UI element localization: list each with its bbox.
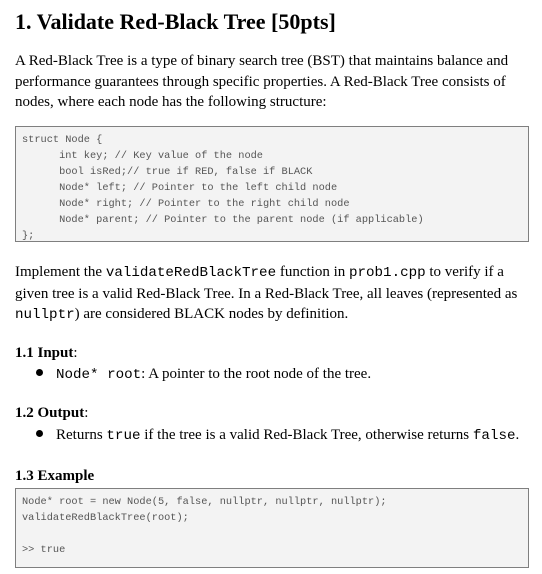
intro-paragraph: A Red-Black Tree is a type of binary search tree (BST) that maintains balance and performance guarantees through specific properties. A Red-Black Tree consists of nodes, where each node has the following structure:: [15, 53, 509, 110]
input-heading: 1.1 Input:: [15, 345, 78, 361]
code-line: Node* right; // Pointer to the right child node: [22, 198, 350, 210]
output-heading: 1.2 Output:: [15, 405, 89, 421]
param-code: Node* root: [56, 367, 142, 383]
false-keyword: false: [472, 428, 516, 444]
code-line: validateRedBlackTree(root);: [22, 512, 189, 524]
text: Returns: [56, 427, 107, 443]
nullptr-keyword: nullptr: [15, 307, 75, 323]
text: if the tree is a valid Red-Black Tree, otherwise returns: [140, 427, 473, 443]
output-bullet: [36, 425, 519, 446]
input-bullet: [36, 364, 371, 385]
function-name: validateRedBlackTree: [105, 265, 277, 281]
text: .: [515, 427, 520, 443]
struct-code-block: [15, 126, 529, 242]
code-line: Node* parent; // Pointer to the parent node (if applicable): [22, 214, 424, 226]
bullet-dot: [36, 369, 43, 376]
param-desc: : A pointer to the root node of the tree.: [141, 366, 372, 382]
implement-paragraph: [15, 262, 530, 326]
example-code-block: [15, 488, 529, 568]
code-line: bool isRed;// true if RED, false if BLACK: [22, 166, 313, 178]
example-heading: 1.3 Example: [15, 468, 95, 484]
bullet-dot: [36, 430, 43, 437]
code-line: Node* left; // Pointer to the left child node: [22, 182, 338, 194]
code-line: struct Node {: [22, 134, 103, 146]
file-name: prob1.cpp: [349, 265, 426, 281]
code-line: int key; // Key value of the node: [22, 150, 263, 162]
problem-title: 1. Validate Red-Black Tree [50pts]: [15, 9, 336, 34]
code-line: Node* root = new Node(5, false, nullptr, nullptr, nullptr);: [22, 496, 387, 508]
code-line: };: [22, 230, 35, 242]
code-line: >> true: [22, 544, 66, 556]
true-keyword: true: [106, 428, 141, 444]
text: function in: [276, 264, 349, 280]
text: ) are considered BLACK nodes by definition.: [74, 306, 349, 322]
text: to verify if a given tree is a valid Red-Black Tree. In a Red-Black Tree, all leaves (represented as: [15, 264, 518, 302]
text: Implement the: [15, 264, 106, 280]
